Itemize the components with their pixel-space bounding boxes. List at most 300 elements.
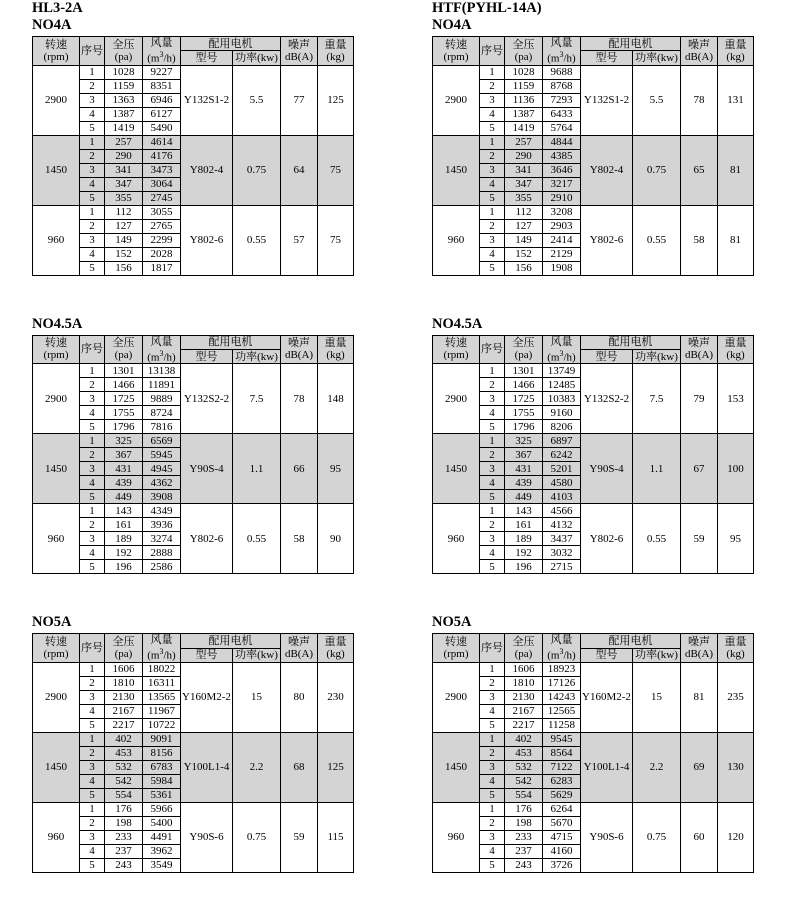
cell-pressure: 542 (105, 774, 143, 788)
table-row (433, 434, 754, 448)
cell-noise: 58 (681, 205, 718, 275)
cell-rpm: 960 (433, 504, 480, 574)
cell-index: 2 (480, 219, 505, 233)
cell-flow: 2129 (543, 247, 581, 261)
cell-flow: 9160 (543, 406, 581, 420)
cell-flow: 13138 (143, 364, 181, 378)
cell-pressure: 243 (105, 858, 143, 872)
cell-flow: 11967 (143, 704, 181, 718)
cell-pressure: 453 (505, 746, 543, 760)
cell-flow: 2888 (143, 546, 181, 560)
cell-rpm: 2900 (33, 65, 80, 135)
header-pressure: 全压 (pa) (505, 335, 543, 364)
cell-flow: 3274 (143, 532, 181, 546)
cell-pressure: 1466 (105, 378, 143, 392)
table-row (433, 65, 754, 79)
cell-flow: 8564 (543, 746, 581, 760)
table-row (33, 662, 354, 676)
cell-flow: 5361 (143, 788, 181, 802)
cell-index: 2 (480, 448, 505, 462)
cell-flow: 9227 (143, 65, 181, 79)
fan-performance-table (32, 36, 354, 276)
cell-pressure: 1136 (505, 93, 543, 107)
table-row (33, 135, 354, 149)
header-motor-model: 型号 (581, 51, 633, 65)
cell-weight: 115 (318, 802, 354, 872)
table-row (433, 364, 754, 378)
cell-flow: 2765 (143, 219, 181, 233)
table-row (33, 205, 354, 219)
cell-index: 3 (480, 532, 505, 546)
header-noise: 噪声 dB(A) (681, 634, 718, 663)
table-row-1 (0, 0, 800, 282)
cell-flow: 4362 (143, 476, 181, 490)
cell-motor-power: 1.1 (633, 434, 681, 504)
fan-block-5 (432, 614, 800, 873)
cell-index: 4 (480, 704, 505, 718)
header-motor-model: 型号 (181, 51, 233, 65)
cell-pressure: 189 (505, 532, 543, 546)
cell-rpm: 960 (433, 205, 480, 275)
header-motor-model: 型号 (181, 648, 233, 662)
cell-flow: 4160 (543, 844, 581, 858)
cell-flow: 3936 (143, 518, 181, 532)
cell-flow: 3726 (543, 858, 581, 872)
cell-index: 5 (80, 718, 105, 732)
cell-flow: 4844 (543, 135, 581, 149)
cell-pressure: 161 (105, 518, 143, 532)
cell-index: 3 (480, 760, 505, 774)
cell-index: 5 (80, 420, 105, 434)
spacer (0, 580, 800, 614)
table-row (33, 732, 354, 746)
cell-flow: 6264 (543, 802, 581, 816)
cell-motor-model: Y90S-4 (181, 434, 233, 504)
cell-noise: 58 (281, 504, 318, 574)
cell-flow: 8206 (543, 420, 581, 434)
table-row (433, 205, 754, 219)
table-row (433, 504, 754, 518)
cell-index: 2 (480, 79, 505, 93)
cell-motor-model: Y802-6 (581, 504, 633, 574)
spacer (0, 282, 800, 316)
cell-motor-power: 0.55 (633, 504, 681, 574)
cell-flow: 3962 (143, 844, 181, 858)
cell-motor-model: Y90S-6 (581, 802, 633, 872)
header-noise: 噪声 dB(A) (681, 37, 718, 66)
cell-index: 5 (80, 191, 105, 205)
cell-pressure: 1028 (505, 65, 543, 79)
cell-motor-power: 0.75 (633, 802, 681, 872)
cell-rpm: 1450 (433, 135, 480, 205)
cell-index: 3 (80, 233, 105, 247)
cell-index: 4 (80, 844, 105, 858)
cell-pressure: 402 (505, 732, 543, 746)
cell-flow: 8768 (543, 79, 581, 93)
cell-flow: 13749 (543, 364, 581, 378)
cell-flow: 7816 (143, 420, 181, 434)
cell-pressure: 143 (105, 504, 143, 518)
header-motor-model: 型号 (581, 648, 633, 662)
model-title-line1: NO4.5A (32, 315, 83, 332)
cell-flow: 3908 (143, 490, 181, 504)
cell-motor-power: 0.55 (233, 504, 281, 574)
cell-pressure: 439 (505, 476, 543, 490)
cell-flow: 6946 (143, 93, 181, 107)
column-right-3 (400, 614, 800, 879)
cell-pressure: 449 (105, 490, 143, 504)
cell-flow: 5201 (543, 462, 581, 476)
cell-flow: 5490 (143, 121, 181, 135)
cell-pressure: 1796 (105, 420, 143, 434)
cell-index: 1 (80, 434, 105, 448)
cell-motor-power: 15 (633, 662, 681, 732)
header-motor-model: 型号 (581, 349, 633, 363)
cell-flow: 4945 (143, 462, 181, 476)
cell-pressure: 1606 (105, 662, 143, 676)
cell-index: 1 (80, 662, 105, 676)
cell-flow: 6897 (543, 434, 581, 448)
cell-pressure: 325 (105, 434, 143, 448)
cell-motor-model: Y132S1-2 (581, 65, 633, 135)
cell-pressure: 127 (505, 219, 543, 233)
cell-flow: 3055 (143, 205, 181, 219)
cell-flow: 3208 (543, 205, 581, 219)
cell-rpm: 2900 (33, 662, 80, 732)
cell-pressure: 152 (505, 247, 543, 261)
table-row (33, 364, 354, 378)
cell-index: 2 (480, 676, 505, 690)
cell-weight: 81 (718, 135, 754, 205)
cell-pressure: 2167 (105, 704, 143, 718)
cell-pressure: 2217 (105, 718, 143, 732)
header-flow: 风量 $(m^3/h)$ (143, 37, 181, 66)
cell-pressure: 2217 (505, 718, 543, 732)
cell-flow: 4580 (543, 476, 581, 490)
cell-noise: 57 (281, 205, 318, 275)
cell-pressure: 290 (505, 149, 543, 163)
header-weight: 重量 (kg) (318, 37, 354, 66)
cell-flow: 2903 (543, 219, 581, 233)
header-noise: 噪声 dB(A) (281, 37, 318, 66)
cell-weight: 100 (718, 434, 754, 504)
cell-pressure: 257 (505, 135, 543, 149)
header-pressure: 全压 (pa) (105, 37, 143, 66)
header-motor: 配用电机 (581, 37, 681, 51)
fan-block-1 (432, 0, 800, 276)
cell-weight: 131 (718, 65, 754, 135)
cell-index: 4 (80, 177, 105, 191)
header-flow: 风量 $(m^3/h)$ (543, 335, 581, 364)
fan-block-3 (432, 316, 800, 575)
cell-index: 5 (80, 121, 105, 135)
cell-index: 5 (480, 191, 505, 205)
cell-index: 4 (480, 107, 505, 121)
cell-pressure: 1301 (105, 364, 143, 378)
cell-flow: 8724 (143, 406, 181, 420)
header-rpm: 转速 (rpm) (433, 37, 480, 66)
cell-flow: 8351 (143, 79, 181, 93)
cell-rpm: 960 (33, 802, 80, 872)
cell-index: 5 (480, 261, 505, 275)
fan-performance-table (32, 633, 354, 873)
cell-index: 5 (480, 560, 505, 574)
header-flow: 风量 $(m^3/h)$ (543, 37, 581, 66)
cell-index: 1 (480, 504, 505, 518)
cell-weight: 120 (718, 802, 754, 872)
cell-index: 1 (80, 732, 105, 746)
model-title-line1: HTF(PYHL-14A) (432, 0, 542, 16)
cell-index: 1 (80, 802, 105, 816)
model-title-line1: HL3-2A (32, 0, 83, 16)
cell-pressure: 112 (105, 205, 143, 219)
cell-flow: 4385 (543, 149, 581, 163)
cell-index: 2 (480, 149, 505, 163)
cell-flow: 4349 (143, 504, 181, 518)
cell-index: 3 (480, 93, 505, 107)
cell-motor-model: Y132S2-2 (181, 364, 233, 434)
table-row (433, 135, 754, 149)
cell-index: 1 (480, 205, 505, 219)
cell-pressure: 355 (105, 191, 143, 205)
cell-index: 5 (80, 788, 105, 802)
cell-pressure: 1755 (505, 406, 543, 420)
cell-index: 5 (480, 858, 505, 872)
header-index: 序号 (480, 634, 505, 663)
cell-weight: 125 (318, 732, 354, 802)
cell-index: 4 (480, 406, 505, 420)
cell-pressure: 196 (505, 560, 543, 574)
cell-pressure: 431 (505, 462, 543, 476)
cell-weight: 95 (718, 504, 754, 574)
cell-flow: 12485 (543, 378, 581, 392)
header-flow: 风量 $(m^3/h)$ (543, 634, 581, 663)
cell-index: 2 (80, 79, 105, 93)
cell-index: 4 (80, 774, 105, 788)
cell-motor-power: 0.75 (233, 802, 281, 872)
cell-pressure: 1028 (105, 65, 143, 79)
cell-flow: 4176 (143, 149, 181, 163)
cell-rpm: 1450 (433, 434, 480, 504)
cell-flow: 6242 (543, 448, 581, 462)
cell-index: 4 (480, 774, 505, 788)
cell-index: 3 (480, 462, 505, 476)
cell-flow: 2715 (543, 560, 581, 574)
cell-pressure: 1159 (105, 79, 143, 93)
cell-flow: 4614 (143, 135, 181, 149)
cell-pressure: 1387 (105, 107, 143, 121)
cell-pressure: 1755 (105, 406, 143, 420)
cell-weight: 81 (718, 205, 754, 275)
cell-rpm: 1450 (33, 135, 80, 205)
cell-flow: 3032 (543, 546, 581, 560)
cell-flow: 3217 (543, 177, 581, 191)
cell-motor-model: Y802-4 (181, 135, 233, 205)
cell-index: 5 (480, 490, 505, 504)
header-index: 序号 (80, 634, 105, 663)
cell-index: 4 (480, 177, 505, 191)
cell-motor-model: Y90S-4 (581, 434, 633, 504)
table-row (433, 802, 754, 816)
cell-index: 1 (80, 135, 105, 149)
cell-index: 2 (480, 518, 505, 532)
cell-index: 2 (80, 518, 105, 532)
cell-index: 5 (480, 420, 505, 434)
cell-rpm: 1450 (33, 732, 80, 802)
cell-index: 1 (480, 135, 505, 149)
cell-pressure: 347 (505, 177, 543, 191)
header-rpm: 转速 (rpm) (33, 634, 80, 663)
cell-pressure: 149 (105, 233, 143, 247)
cell-pressure: 176 (105, 802, 143, 816)
cell-motor-power: 15 (233, 662, 281, 732)
cell-motor-model: Y802-6 (181, 504, 233, 574)
cell-motor-power: 5.5 (633, 65, 681, 135)
cell-motor-model: Y90S-6 (181, 802, 233, 872)
header-weight: 重量 (kg) (718, 634, 754, 663)
header-motor: 配用电机 (181, 335, 281, 349)
header-pressure: 全压 (pa) (105, 335, 143, 364)
cell-flow: 4566 (543, 504, 581, 518)
model-title-line1: NO5A (432, 614, 472, 631)
cell-pressure: 1810 (105, 676, 143, 690)
cell-motor-power: 0.55 (633, 205, 681, 275)
cell-index: 3 (480, 392, 505, 406)
table-row (433, 662, 754, 676)
cell-flow: 13565 (143, 690, 181, 704)
cell-noise: 59 (681, 504, 718, 574)
header-motor: 配用电机 (581, 335, 681, 349)
model-title-line1: NO4.5A (432, 315, 483, 332)
cell-index: 3 (80, 392, 105, 406)
cell-weight: 75 (318, 135, 354, 205)
cell-pressure: 532 (505, 760, 543, 774)
fan-performance-table (32, 335, 354, 575)
cell-pressure: 233 (105, 830, 143, 844)
fan-block-2 (32, 316, 400, 575)
cell-pressure: 1387 (505, 107, 543, 121)
column-left-2 (0, 316, 400, 581)
cell-flow: 2414 (543, 233, 581, 247)
cell-motor-power: 0.75 (233, 135, 281, 205)
cell-pressure: 449 (505, 490, 543, 504)
cell-pressure: 1796 (505, 420, 543, 434)
cell-noise: 79 (681, 364, 718, 434)
header-motor-power: 功率(kw) (233, 349, 281, 363)
header-weight: 重量 (kg) (718, 37, 754, 66)
table-row (433, 732, 754, 746)
cell-pressure: 1606 (505, 662, 543, 676)
cell-pressure: 257 (105, 135, 143, 149)
cell-motor-power: 7.5 (233, 364, 281, 434)
cell-index: 2 (480, 816, 505, 830)
cell-noise: 78 (681, 65, 718, 135)
cell-rpm: 960 (33, 504, 80, 574)
header-flow: 风量 $(m^3/h)$ (143, 335, 181, 364)
cell-index: 1 (80, 364, 105, 378)
cell-motor-power: 2.2 (633, 732, 681, 802)
cell-pressure: 112 (505, 205, 543, 219)
header-motor: 配用电机 (181, 37, 281, 51)
cell-pressure: 192 (105, 546, 143, 560)
fan-performance-table (432, 36, 754, 276)
cell-noise: 77 (281, 65, 318, 135)
cell-index: 2 (80, 746, 105, 760)
cell-flow: 6783 (143, 760, 181, 774)
cell-motor-model: Y802-6 (181, 205, 233, 275)
header-motor: 配用电机 (581, 634, 681, 648)
cell-weight: 148 (318, 364, 354, 434)
cell-rpm: 2900 (433, 662, 480, 732)
cell-flow: 18923 (543, 662, 581, 676)
cell-motor-power: 1.1 (233, 434, 281, 504)
cell-index: 4 (480, 476, 505, 490)
cell-flow: 9688 (543, 65, 581, 79)
cell-pressure: 453 (105, 746, 143, 760)
header-rpm: 转速 (rpm) (33, 335, 80, 364)
cell-flow: 9889 (143, 392, 181, 406)
table-row (33, 802, 354, 816)
header-index: 序号 (80, 37, 105, 66)
cell-pressure: 237 (505, 844, 543, 858)
cell-motor-power: 5.5 (233, 65, 281, 135)
header-noise: 噪声 dB(A) (681, 335, 718, 364)
cell-weight: 230 (318, 662, 354, 732)
cell-flow: 1817 (143, 261, 181, 275)
cell-index: 1 (480, 364, 505, 378)
cell-noise: 81 (681, 662, 718, 732)
cell-motor-power: 0.75 (633, 135, 681, 205)
header-rpm: 转速 (rpm) (433, 335, 480, 364)
cell-flow: 6569 (143, 434, 181, 448)
cell-flow: 18022 (143, 662, 181, 676)
cell-index: 3 (480, 830, 505, 844)
cell-pressure: 554 (105, 788, 143, 802)
header-index: 序号 (80, 335, 105, 364)
cell-index: 5 (80, 490, 105, 504)
header-rpm: 转速 (rpm) (433, 634, 480, 663)
cell-motor-model: Y132S1-2 (181, 65, 233, 135)
cell-pressure: 198 (505, 816, 543, 830)
cell-flow: 4715 (543, 830, 581, 844)
header-motor-power: 功率(kw) (233, 648, 281, 662)
header-weight: 重量 (kg) (318, 634, 354, 663)
cell-weight: 95 (318, 434, 354, 504)
cell-pressure: 542 (505, 774, 543, 788)
cell-pressure: 532 (105, 760, 143, 774)
cell-index: 2 (80, 676, 105, 690)
cell-noise: 67 (681, 434, 718, 504)
cell-pressure: 149 (505, 233, 543, 247)
cell-flow: 6127 (143, 107, 181, 121)
cell-pressure: 341 (105, 163, 143, 177)
header-motor: 配用电机 (181, 634, 281, 648)
cell-pressure: 554 (505, 788, 543, 802)
cell-rpm: 1450 (33, 434, 80, 504)
cell-noise: 66 (281, 434, 318, 504)
cell-index: 2 (80, 816, 105, 830)
cell-index: 5 (80, 261, 105, 275)
cell-index: 5 (480, 718, 505, 732)
cell-rpm: 960 (33, 205, 80, 275)
cell-index: 3 (80, 163, 105, 177)
cell-pressure: 1810 (505, 676, 543, 690)
cell-flow: 9545 (543, 732, 581, 746)
cell-noise: 69 (681, 732, 718, 802)
cell-noise: 60 (681, 802, 718, 872)
cell-motor-model: Y100L1-4 (181, 732, 233, 802)
cell-index: 2 (80, 378, 105, 392)
